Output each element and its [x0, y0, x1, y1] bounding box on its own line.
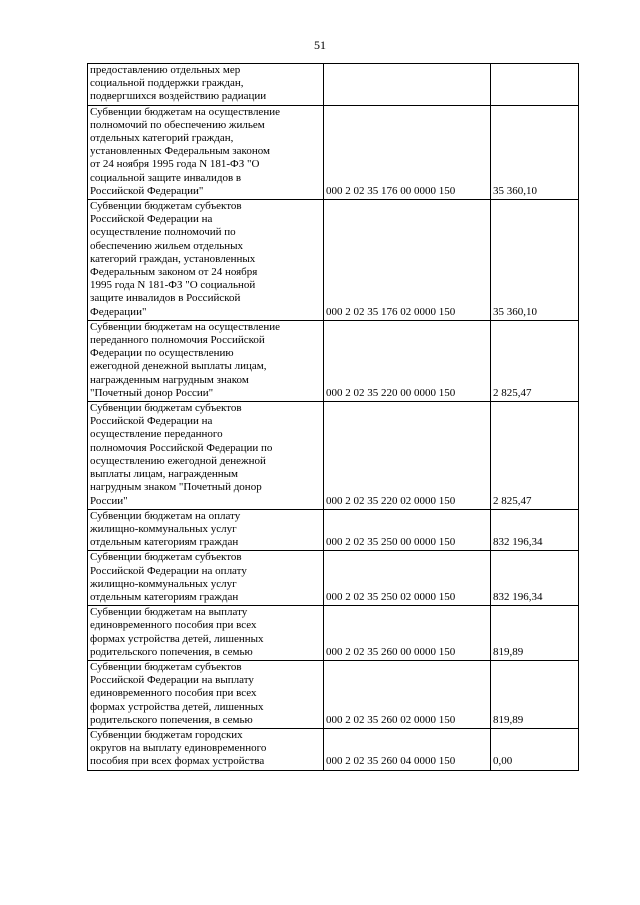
description-line: отдельным категориям граждан: [90, 536, 239, 549]
description-line: осуществление полномочий по: [90, 226, 236, 239]
budget-code-cell: 000 2 02 35 250 00 0000 150: [324, 509, 491, 551]
budget-code-cell: 000 2 02 35 260 02 0000 150: [324, 660, 491, 728]
description-line: жилищно-коммунальных услуг: [90, 522, 237, 535]
description-line: подвергшихся воздействию радиации: [90, 90, 267, 103]
table-row: [88, 551, 579, 606]
table-row: [88, 402, 579, 510]
description-line: осуществлению ежегодной денежной: [90, 454, 266, 467]
description-line: Федерации": [90, 305, 147, 318]
table-row: [88, 509, 579, 551]
table-row: [88, 728, 579, 770]
description-line: Российской Федерации на выплату: [90, 674, 254, 687]
description-cell: [88, 509, 324, 551]
amount-cell: 819,89: [491, 660, 579, 728]
description-line: социальной поддержки граждан,: [90, 77, 244, 90]
amount-cell: 832 196,34: [491, 551, 579, 606]
budget-code-cell: 000 2 02 35 260 04 0000 150: [324, 728, 491, 770]
budget-code-cell: 000 2 02 35 176 00 0000 150: [324, 105, 491, 199]
description-line: отдельным категориям граждан: [90, 590, 239, 603]
description-line: Субвенции бюджетам на осуществление: [90, 320, 280, 333]
description-line: Субвенции бюджетам на выплату: [90, 606, 248, 619]
description-line: единовременного пособия при всех: [90, 687, 257, 700]
page-number: 51: [314, 38, 326, 52]
description-line: Федерации по осуществлению: [90, 347, 234, 360]
description-line: от 24 ноября 1995 года N 181-ФЗ "О: [90, 158, 260, 171]
description-line: обеспечению жильем отдельных: [90, 239, 244, 252]
amount-cell: [491, 64, 579, 106]
table-row: [88, 606, 579, 661]
amount-cell: 0,00: [491, 728, 579, 770]
description-line: полномочий по обеспечению жильем: [90, 118, 265, 131]
table-body: [88, 64, 579, 771]
description-line: предоставлению отдельных мер: [90, 64, 241, 76]
description-line: ежегодной денежной выплаты лицам,: [90, 360, 267, 373]
description-line: Субвенции бюджетам субъектов: [90, 402, 242, 415]
description-line: отдельных категорий граждан,: [90, 132, 234, 145]
amount-cell: 832 196,34: [491, 509, 579, 551]
description-line: пособия при всех формах устройства: [90, 755, 265, 768]
description-cell: [88, 200, 324, 321]
description-cell: [88, 728, 324, 770]
description-line: родительского попечения, в семью: [90, 713, 253, 726]
budget-code-cell: 000 2 02 35 260 00 0000 150: [324, 606, 491, 661]
description-line: единовременного пособия при всех: [90, 619, 257, 632]
description-line: переданного полномочия Российской: [90, 334, 265, 347]
budget-code-cell: 000 2 02 35 250 02 0000 150: [324, 551, 491, 606]
description-line: осуществление переданного: [90, 428, 223, 441]
table-row: [88, 320, 579, 401]
description-line: Российской Федерации": [90, 184, 204, 197]
amount-cell: 2 825,47: [491, 402, 579, 510]
table-row: [88, 64, 579, 106]
table-row: [88, 660, 579, 728]
amount-cell: 35 360,10: [491, 105, 579, 199]
budget-revenue-table: [87, 63, 579, 771]
table-row: [88, 105, 579, 199]
description-line: социальной защите инвалидов в: [90, 171, 242, 184]
description-line: Федеральным законом от 24 ноября: [90, 266, 258, 279]
description-cell: [88, 660, 324, 728]
description-line: защите инвалидов в Российской: [90, 292, 241, 305]
description-line: Субвенции бюджетам на осуществление: [90, 105, 280, 118]
amount-cell: 2 825,47: [491, 320, 579, 401]
description-line: 1995 года N 181-ФЗ "О социальной: [90, 279, 256, 292]
description-cell: [88, 402, 324, 510]
amount-cell: 35 360,10: [491, 200, 579, 321]
budget-code-cell: 000 2 02 35 176 02 0000 150: [324, 200, 491, 321]
description-line: округов на выплату единовременного: [90, 742, 267, 755]
description-line: нагрудным знаком "Почетный донор: [90, 481, 262, 494]
description-line: выплаты лицам, награжденным: [90, 468, 238, 481]
description-line: Российской Федерации на оплату: [90, 564, 247, 577]
description-line: Субвенции бюджетам субъектов: [90, 200, 242, 213]
budget-code-cell: 000 2 02 35 220 00 0000 150: [324, 320, 491, 401]
description-line: жилищно-коммунальных услуг: [90, 577, 237, 590]
description-line: полномочия Российской Федерации по: [90, 441, 273, 454]
description-line: награжденным нагрудным знаком: [90, 373, 249, 386]
description-line: установленных Федеральным законом: [90, 145, 270, 158]
budget-code-cell: [324, 64, 491, 106]
description-line: категорий граждан, установленных: [90, 252, 256, 265]
description-line: формах устройства детей, лишенных: [90, 632, 264, 645]
description-line: Субвенции бюджетам субъектов: [90, 660, 242, 673]
description-line: Субвенции бюджетам на оплату: [90, 509, 241, 522]
description-cell: [88, 105, 324, 199]
table-row: [88, 200, 579, 321]
description-line: Российской Федерации на: [90, 415, 213, 428]
description-line: Субвенции бюджетам субъектов: [90, 551, 242, 564]
description-line: формах устройства детей, лишенных: [90, 700, 264, 713]
description-cell: [88, 606, 324, 661]
description-cell: [88, 551, 324, 606]
description-cell: [88, 320, 324, 401]
description-line: "Почетный донор России": [90, 386, 214, 399]
description-cell: [88, 64, 324, 106]
description-line: Субвенции бюджетам городских: [90, 728, 243, 741]
amount-cell: 819,89: [491, 606, 579, 661]
budget-code-cell: 000 2 02 35 220 02 0000 150: [324, 402, 491, 510]
description-line: России": [90, 494, 128, 507]
description-line: родительского попечения, в семью: [90, 645, 253, 658]
description-line: Российской Федерации на: [90, 213, 213, 226]
